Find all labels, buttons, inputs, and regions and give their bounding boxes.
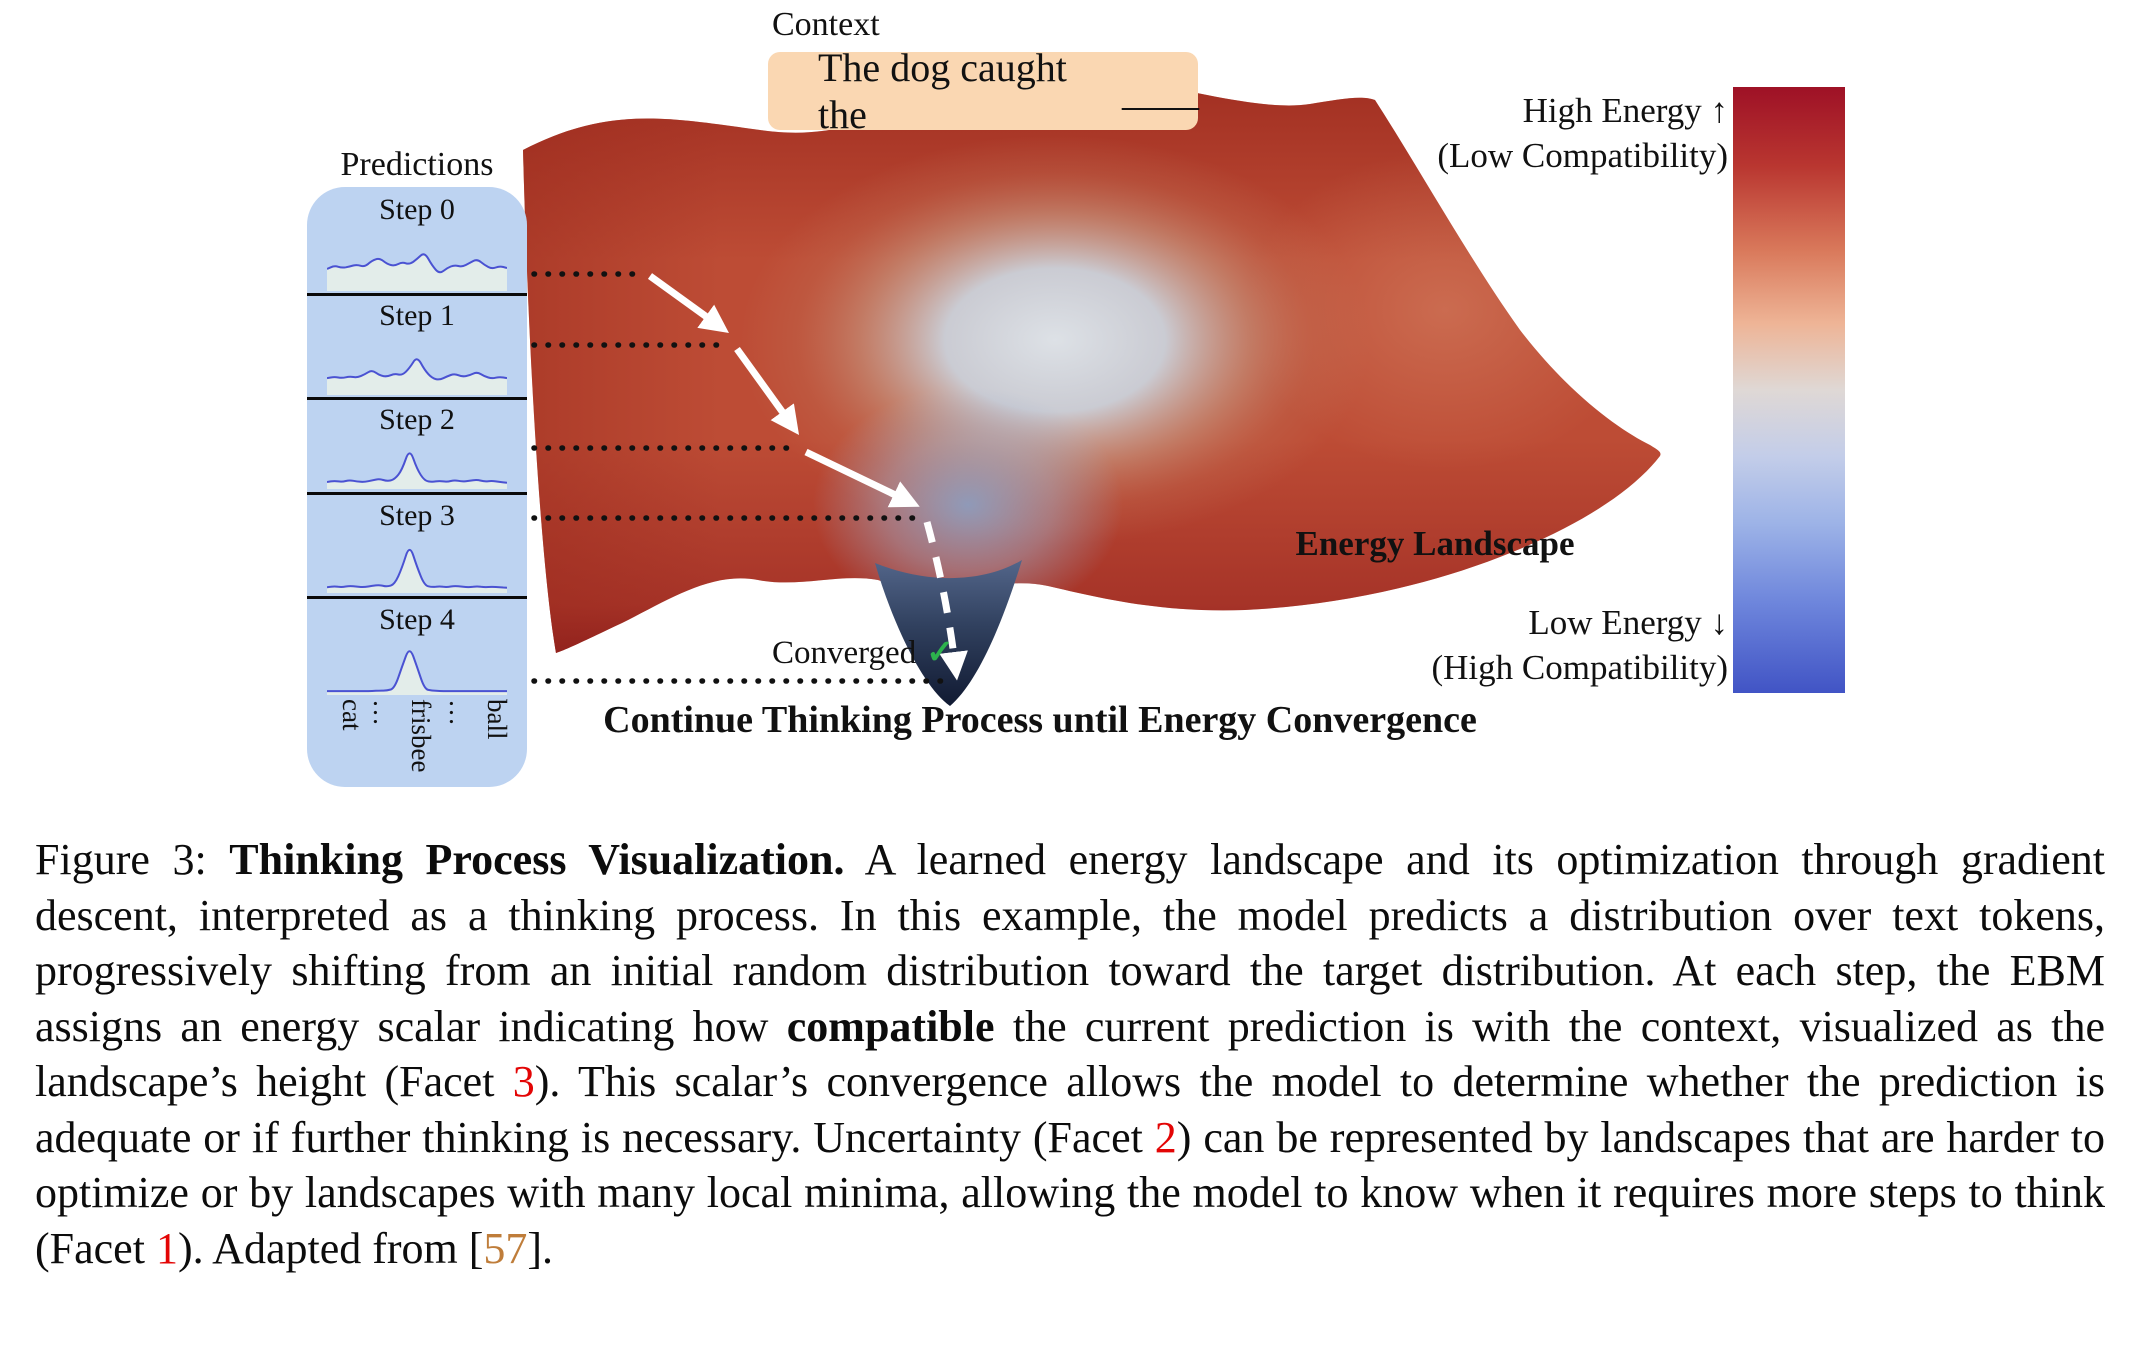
distribution-fill <box>327 651 507 695</box>
distribution-fill <box>327 453 507 489</box>
colorbar-low-label <box>1330 600 1728 690</box>
caption-segment: 1 <box>155 1223 178 1273</box>
high-energy-label: High Energy ↑ <box>1522 91 1728 130</box>
colorbar-high-label <box>1330 88 1728 178</box>
caption-segment: 2 <box>1154 1112 1177 1162</box>
context-label: Context <box>772 6 880 43</box>
context-box <box>768 45 1198 137</box>
caption-segment: A learned energy landscape and its optimization through gradient descent, interpreted as a thinking process. In this example, the model predicts a distribution over text tokens, progressively shifting from an initial random distribution toward the target distribution. At each step, the EBM assigns an energy scalar indicating how <box>35 835 2106 1051</box>
caption-segment: compatible <box>786 1001 995 1051</box>
context-sentence: The dog caught the <box>818 45 1067 137</box>
high-compatibility-label: (High Compatibility) <box>1431 648 1728 687</box>
caption-segment: Thinking Process Visualization. <box>229 835 845 884</box>
figure-caption <box>35 832 2105 1276</box>
step-divider <box>307 596 527 599</box>
step-label: Step 1 <box>379 299 455 332</box>
caption-segment: the current prediction is with the context, visualized as the landscape’s height (Facet <box>35 1001 2105 1106</box>
step-label: Step 2 <box>379 403 455 436</box>
step-divider <box>307 397 527 400</box>
step-distribution-chart <box>327 537 507 593</box>
converged-text: Converged <box>772 635 917 671</box>
continue-thinking-label: Continue Thinking Process until Energy Convergence <box>603 699 1477 741</box>
caption-segment: Figure 3: <box>35 835 230 884</box>
token-label: … <box>444 699 474 726</box>
step-distribution-chart <box>327 439 507 489</box>
predictions-label: Predictions <box>340 146 494 183</box>
predictions-panel <box>307 187 527 787</box>
step-distribution-chart <box>327 231 507 291</box>
converged-label <box>772 632 954 672</box>
token-label: … <box>368 699 398 726</box>
low-energy-label: Low Energy ↓ <box>1528 603 1728 642</box>
context-blank-slot: ____ <box>1122 68 1198 114</box>
caption-segment: ). This scalar’s convergence allows the model to determine whether the prediction is adequate or if further thinking is necessary. Uncertainty (Facet <box>35 1057 2105 1162</box>
step-label: Step 4 <box>379 603 455 636</box>
step-divider <box>307 492 527 495</box>
token-label: cat <box>337 699 367 731</box>
step-distribution-chart <box>327 639 507 695</box>
step-label: Step 0 <box>379 193 455 226</box>
caption-segment: 3 <box>512 1057 535 1106</box>
step-divider <box>307 293 527 296</box>
check-icon: ✓ <box>926 635 954 671</box>
energy-colorbar <box>1733 87 1845 693</box>
energy-landscape-label: Energy Landscape <box>1295 524 1575 563</box>
token-label: ball <box>482 699 512 740</box>
step-label: Step 3 <box>379 499 455 532</box>
caption-segment: ). Adapted from [ <box>177 1223 484 1273</box>
caption-segment: ) can be represented by landscapes that are harder to optimize or by landscapes with many local minima, allowing the model to know when it requires more steps to think (Facet <box>35 1112 2106 1273</box>
token-label: frisbee <box>406 699 436 773</box>
low-compatibility-label: (Low Compatibility) <box>1437 136 1728 175</box>
caption-segment: 57 <box>483 1223 528 1273</box>
step-distribution-chart <box>327 339 507 395</box>
caption-segment: ]. <box>527 1223 554 1273</box>
